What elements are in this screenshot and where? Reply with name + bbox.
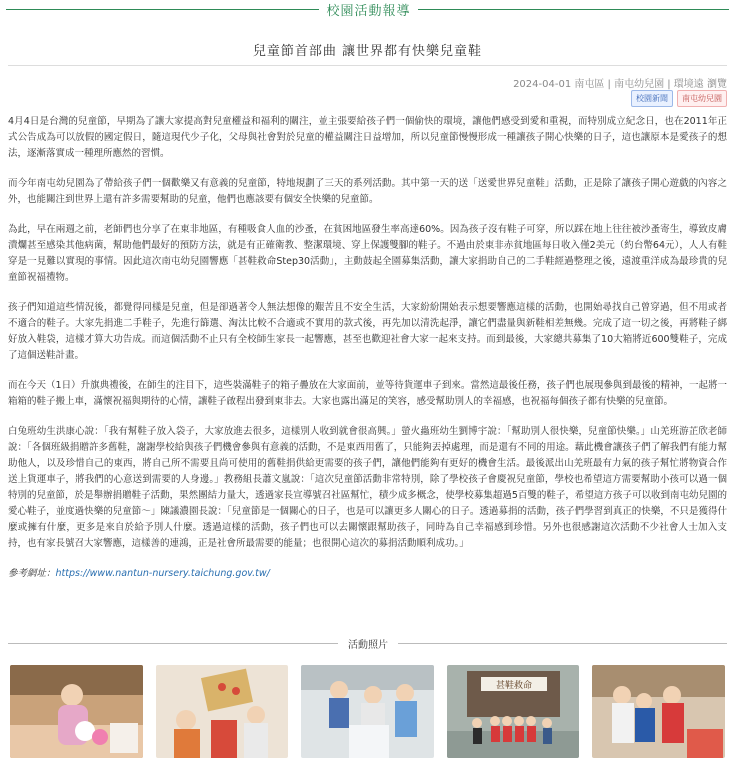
gallery-photo-5[interactable] — [592, 665, 725, 758]
article-meta: 2024-04-01 南屯區 | 南屯幼兒園 | 環境遠 瀏覽 — [513, 79, 727, 90]
gallery-photo-3[interactable] — [301, 665, 434, 758]
title-divider — [8, 65, 727, 66]
header-rule-left — [6, 9, 319, 10]
paragraph-4: 孩子們知道這些情況後，都覺得同樣是兒童，但是卻過著令人無法想像的艱苦且不安全生活，大家紛紛開始表示想要響應這樣的活動，也開始尋找自己曾穿過，但不用或者不適合的鞋子。大家先捐進二手鞋子，先進行篩選、淘汰比較不合適或不實用的款式後，再先加以清洗起淨，讓它們盡量與新鞋相差無幾。完成了這一切之後，再將鞋子綁好放入鞋袋，這樣才算大功告成。而這個活動不止只有全校師生家長一起響應，甚至也歡迎社會大家一起來支持。而到最後，大家總共募集了10大箱將近600雙鞋子，完成了這個送鞋計畫。 — [8, 302, 727, 361]
header-rule-right — [418, 9, 729, 10]
paragraph-5: 而在今天（1日）升旗典禮後，在師生的注目下，這些裝滿鞋子的箱子疊放在大家面前，並等待貨運車子到來。當然這最後任務，孩子們也展現參與到最後的精神，一起將一箱箱的鞋子搬上車，滿懷祝福與期待的心情，讓鞋子啟程出發到東非去。大家也露出滿足的笑容，感受幫助別人的幸福感，也祝福每個孩子都有快樂的兒童節。 — [8, 380, 727, 407]
gallery-header — [0, 636, 735, 652]
gallery-photo-2[interactable] — [156, 665, 289, 758]
article-body — [8, 114, 727, 596]
paragraph-6: 白兔班幼生洪康心說：「我有幫鞋子放入袋子，大家放進去很多，這樣別人收到就會很高興。」螢火蟲班幼生劉博宇說：「幫助別人很快樂，兒童節快樂。」山羌班游芷欣老師說：「各個班級捐贈許多舊鞋，謝謝學校給與孩子們機會參與有意義的活動，不是東西用舊了，只能夠丟掉處理，而是還有不同的用途。藉此機會讓孩子們了解我們有能力幫助他人，以及珍惜自己的東西，將自己所不需要且尚可使用的舊鞋捐供給更需要的孩子們，讓他們能夠有更好的機會生活。最後派出山羌班最有力氣的孩子幫忙將物資合作送上貨運車子，將我們的心意送到需要的人身邊。」教務組長蕭文嵐說：「這次兒童節活動非常特別，除了學校孩子會慶祝兒童節，學校也希望這方需要幫助小孩可以過一個特別的兒童節，於是舉辦捐贈鞋子活動，果然團結力量大，透過家長宣導號召社區幫忙，積少成多概念，使學校募集超過5百雙的鞋子，希望這方孩子可以收到南屯幼兒園的愛心鞋子，並度過快樂的兒童節～」陳議濃園長說：「兒童節是一個關心的日子，也是可以讓更多人關心的日子。透過募捐的活動，孩子們學習到真正的快樂，不只是獲得什麼或擁有什麼，更多是來自於給予別人什麼。透過這樣的活動，孩子們也可以去關懷跟幫助孩子，同時為自己幸福感到珍惜。另外也很感謝這次活動不少社會人士加入支持，也有家長號召大家響應，這樣善的連鴻，正是社會所最需要的能量；也很開心這次的募捐活動順利成功。」 — [8, 426, 727, 549]
tag-list — [631, 90, 727, 107]
section-header — [0, 0, 735, 22]
gallery-photo-4[interactable] — [447, 665, 580, 758]
photo-image — [447, 665, 580, 758]
gallery-rule-left — [8, 643, 338, 644]
banner-text: 甚鞋救命 — [495, 681, 532, 691]
reference-line — [8, 566, 727, 582]
article-title: 兒童節首部曲 讓世界都有快樂兒童鞋 — [252, 44, 483, 59]
reference-link[interactable]: https://www.nantun-nursery.taichung.gov.tw/ — [55, 568, 270, 579]
photo-image — [592, 665, 725, 758]
tag-campus-news[interactable]: 校園新聞 — [631, 90, 673, 107]
gallery-rule-right — [398, 643, 727, 644]
photo-gallery — [10, 665, 725, 758]
photo-image — [301, 665, 434, 758]
photo-image — [156, 665, 289, 758]
paragraph-2: 而今年南屯幼兒園為了帶給孩子們一個歡樂又有意義的兒童節，特地規劃了三天的系列活動。其中第一天的送「送愛世界兒童鞋」活動，正是除了讓孩子開心遊戲的內容之外，也能關注到世界上還有許多需要幫助的兒童，他們也應該要有個安全快樂的兒童節。 — [8, 178, 727, 205]
tag-kindergarten[interactable]: 南屯幼兒園 — [677, 90, 727, 107]
paragraph-3: 為此，早在兩週之前，老師們也分享了在東非地區，有種吸食人血的沙蚤，在貧困地區發生率高達60%。因為孩子沒有鞋子可穿，所以踩在地上往往被沙蚤寄生，導致皮膚潰爛甚至感染其他病菌，幫助他們最好的預防方法，就是有正確衛教、整潔環境、穿上保護雙腳的鞋子。不過由於東非赤貧地區每日收入僅2美元（約台幣64元），人人有鞋穿是一見難以實現的事情。因此這次南屯幼兒園響應「甚鞋救命Step30活動」，主動鼓起全園募集活動，讓大家捐助自己的二手鞋經過整理之後，遠渡重洋成為最珍貴的兒童節祝福禮物。 — [8, 224, 727, 283]
photo-image — [10, 665, 143, 758]
paragraph-1: 4月4日是台灣的兒童節，早期為了讓大家提高對兒童權益和福利的關注，並主張要給孩子們一個偷快的環境，讓他們感受到愛和重視，而特別成立紀念日，也在2011年正式公告成為可以放假的國定假日，隨這現代少子化，父母與社會對於兒童的權益關注日益增加，所以兒童節慢慢形成一種讓孩子開心快樂的日子，這也讓原本是愛孩子的想法，逐漸落實成一種理所應然的習慣。 — [8, 116, 727, 159]
section-title: 校園活動報導 — [326, 4, 411, 19]
reference-label: 參考網址： — [8, 568, 56, 579]
gallery-title: 活動照片 — [348, 640, 388, 651]
gallery-photo-1[interactable] — [10, 665, 143, 758]
